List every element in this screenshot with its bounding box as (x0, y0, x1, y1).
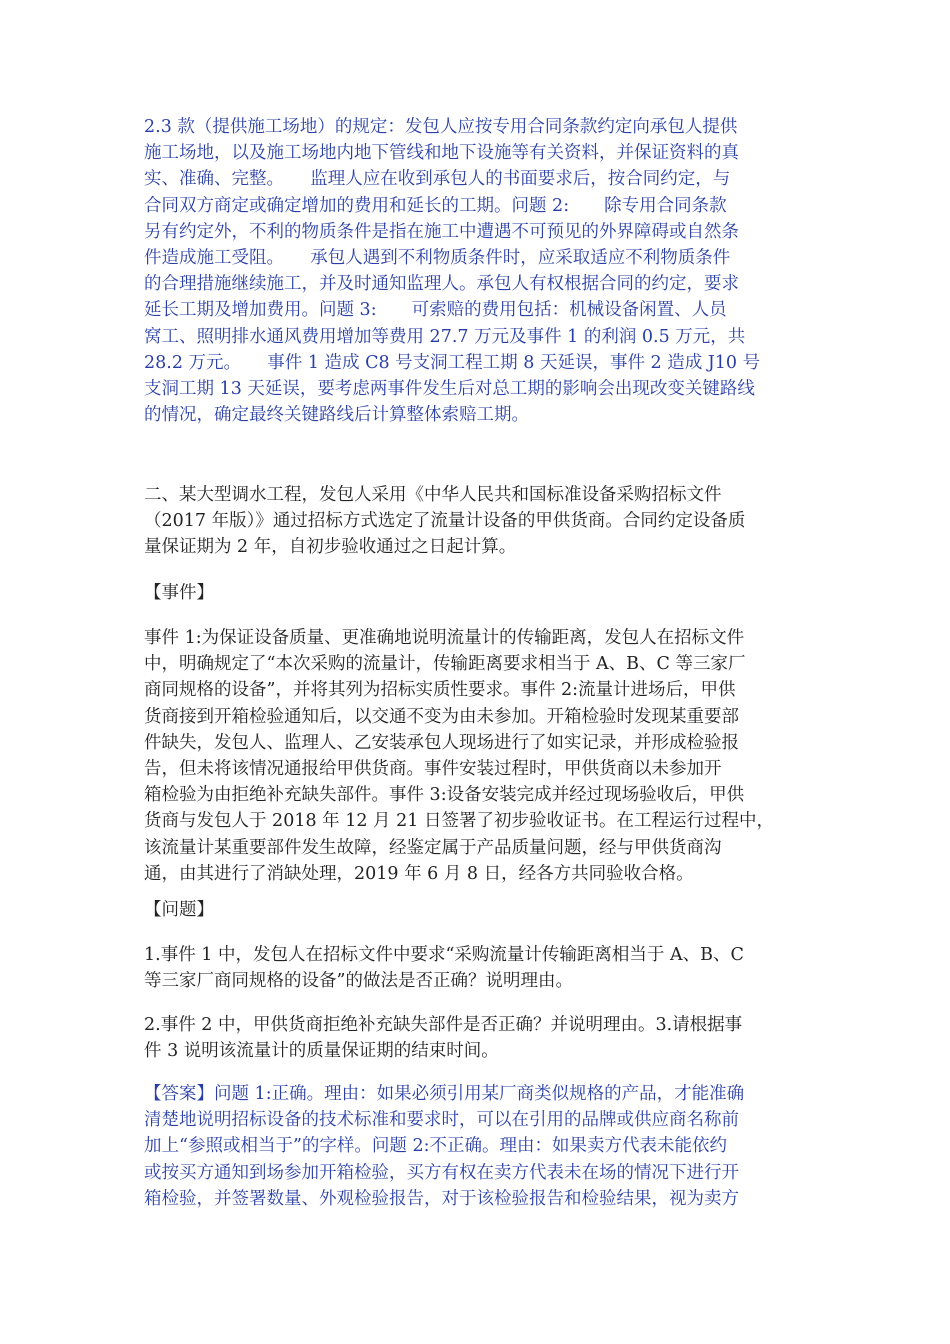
text-line: 量保证期为 2 年，自初步验收通过之日起计算。 (144, 537, 517, 558)
question-2-paragraph (144, 1012, 804, 1064)
question-intro-paragraph (144, 482, 804, 561)
text-line: 另有约定外，不利的物质条件是指在施工中遭遇不可预见的外界障碍或自然条 (144, 221, 739, 242)
text-line: 事件 1:为保证设备质量、更准确地说明流量计的传输距离，发包人在招标文件 (144, 628, 745, 648)
text-line: 中，明确规定了“本次采购的流量计，传输距离要求相当于 A、B、C 等三家厂 (144, 654, 746, 675)
text-line: 加上“参照或相当于”的字样。问题 2:不正确。理由：如果卖方代表未能依约 (144, 1136, 727, 1157)
question-1-paragraph (144, 942, 804, 994)
text-line: 商同规格的设备”，并将其列为招标实质性要求。事件 2:流量计进场后，甲供 (144, 680, 736, 701)
text-line: 或按买方通知到场参加开箱检验，买方有权在卖方代表未在场的情况下进行开 (144, 1162, 739, 1183)
questions-heading: 【问题】 (144, 900, 214, 920)
text-line: 支洞工期 13 天延误，要考虑两事件发生后对总工期的影响会出现改变关键路线 (144, 378, 755, 399)
text-line: 件造成施工受阻。 承包人遇到不利物质条件时，应采取适应不利物质条件 (144, 247, 731, 268)
text-line: 告，但未将该情况通报给甲供货商。事件安装过程时，甲供货商以未参加开 (144, 758, 722, 779)
text-line: 施工场地，以及施工场地内地下管线和地下设施等有关资料，并保证资料的真 (144, 143, 739, 164)
text-line: 合同双方商定或确定增加的费用和延长的工期。问题 2: 除专用合同条款 (144, 195, 727, 216)
text-line: 该流量计某重要部件发生故障，经鉴定属于产品质量问题，经与甲供货商沟 (144, 837, 722, 858)
text-line: 的合理措施继续施工，并及时通知监理人。承包人有权根据合同的约定，要求 (144, 274, 739, 295)
text-line: 28.2 万元。 事件 1 造成 C8 号支洞工程工期 8 天延误，事件 2 造成 J10 号 (144, 352, 761, 373)
text-line: 2.事件 2 中，甲供货商拒绝补充缺失部件是否正确？并说明理由。3.请根据事 (144, 1015, 743, 1035)
answer-continuation-paragraph (144, 114, 804, 428)
text-line: 2.3 款（提供施工场地）的规定：发包人应按专用合同条款约定向承包人提供 (144, 117, 738, 137)
text-line: 1.事件 1 中，发包人在招标文件中要求“采购流量计传输距离相当于 A、B、C (144, 945, 744, 965)
text-line: 实、准确、完整。 监理人应在收到承包人的书面要求后，按合同约定，与 (144, 169, 731, 190)
text-line: 二、某大型调水工程，发包人采用《中华人民共和国标准设备采购招标文件 (144, 485, 722, 505)
text-line: 延长工期及增加费用。问题 3: 可索赔的费用包括：机械设备闲置、人员 (144, 300, 727, 321)
text-line: 清楚地说明招标设备的技术标准和要求时，可以在引用的品牌或供应商名称前 (144, 1110, 739, 1131)
text-line: 的情况，确定最终关键路线后计算整体索赔工期。 (144, 405, 529, 426)
events-heading: 【事件】 (144, 583, 214, 603)
answer-paragraph (144, 1081, 804, 1212)
text-line: 件 3 说明该流量计的质量保证期的结束时间。 (144, 1041, 499, 1062)
text-line: 箱检验，并签署数量、外观检验报告，对于该检验报告和检验结果，视为卖方 (144, 1188, 739, 1209)
text-line: 窝工、照明排水通风费用增加等费用 27.7 万元及事件 1 的利润 0.5 万元，共 (144, 326, 746, 347)
text-line: 货商接到开箱检验通知后，以交通不变为由未参加。开箱检验时发现某重要部 (144, 706, 739, 727)
text-line: 件缺失，发包人、监理人、乙安装承包人现场进行了如实记录，并形成检验报 (144, 732, 739, 753)
text-line: 【答案】问题 1:正确。理由：如果必须引用某厂商类似规格的产品，才能准确 (144, 1084, 745, 1104)
text-line: 箱检验为由拒绝补充缺失部件。事件 3:设备安装完成并经过现场验收后，甲供 (144, 785, 745, 806)
text-line: 通，由其进行了消缺处理，2019 年 6 月 8 日，经各方共同验收合格。 (144, 863, 694, 884)
text-line: 等三家厂商同规格的设备”的做法是否正确？说明理由。 (144, 971, 573, 992)
events-paragraph (144, 625, 804, 887)
text-line: 货商与发包人于 2018 年 12 月 21 日签署了初步验收证书。在工程运行过程中， (144, 811, 774, 832)
text-line: （2017 年版）》通过招标方式选定了流量计设备的甲供货商。合同约定设备质 (144, 511, 746, 532)
